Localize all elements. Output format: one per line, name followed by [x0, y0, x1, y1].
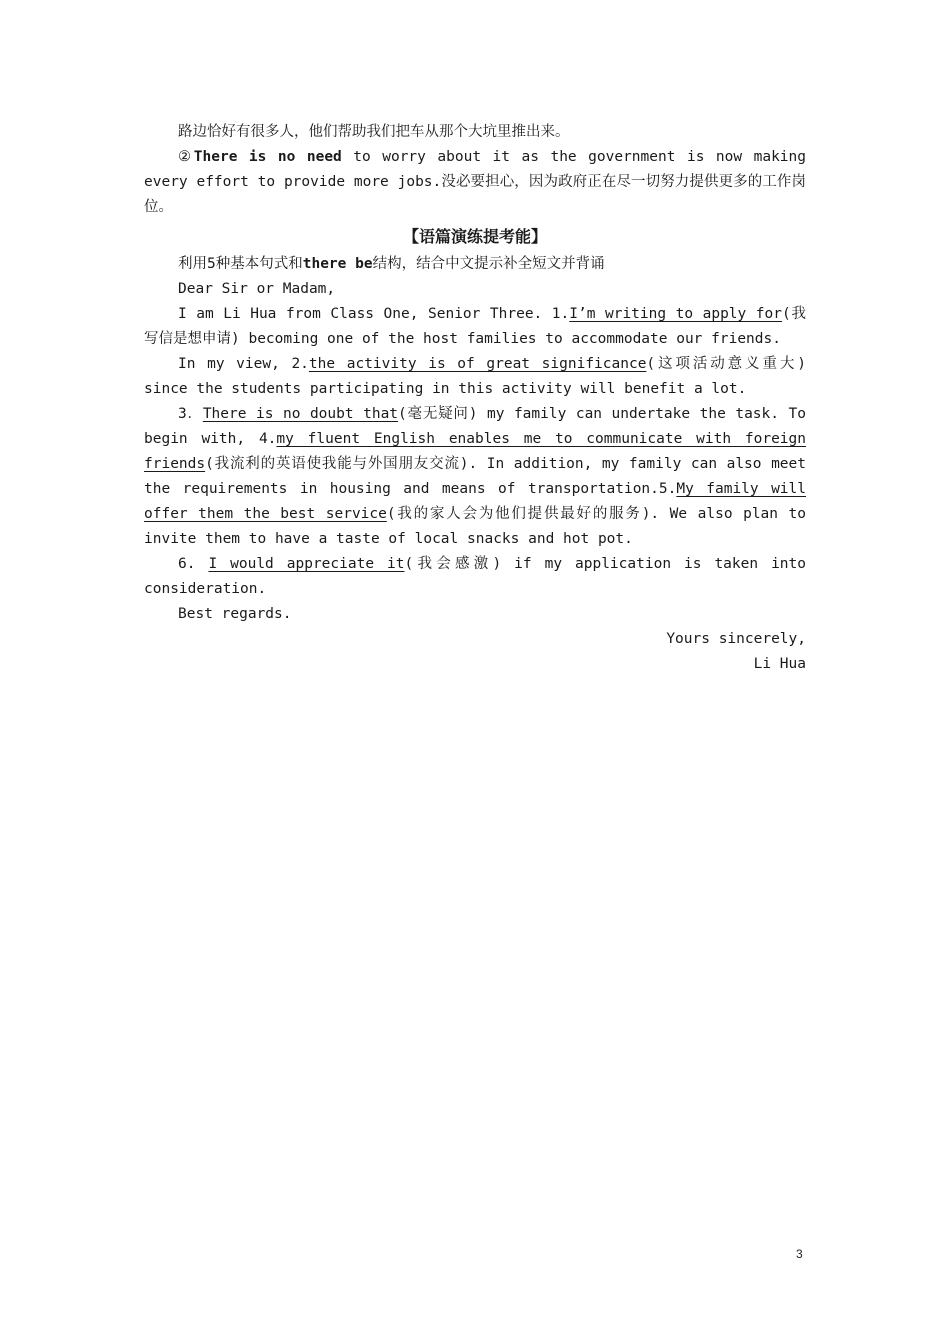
answer-6: I would appreciate it — [208, 556, 405, 572]
answer-1: I’m writing to apply for — [569, 306, 782, 322]
paragraph-text: (毫无疑问) my family can undertake the task. To begin with, 4. — [144, 406, 806, 447]
paragraph-text: I am Li Hua from Class One, Senior Three. 1. — [178, 306, 570, 322]
exercise-instruction — [144, 252, 806, 277]
page-content — [144, 120, 806, 677]
item-number: 6. — [178, 556, 209, 572]
letter-paragraph-1 — [144, 302, 806, 352]
translation-text: 路边恰好有很多人，他们帮助我们把车从那个大坑里推出来。 — [178, 124, 570, 140]
paragraph-text: In my view, 2. — [178, 356, 309, 372]
answer-2: the activity is of great significance — [308, 356, 647, 372]
paragraph-text: (我会感激) if my application is taken into consideration. — [144, 556, 806, 597]
letter-closing: Best regards. — [178, 606, 292, 622]
letter-paragraph-2 — [144, 352, 806, 402]
letter-paragraph-3 — [144, 402, 806, 552]
paragraph-text: (我写信是想申请) becoming one of the host families to accommodate our friends. — [144, 306, 807, 347]
paragraph-text: (我流利的英语使我能与外国朋友交流). In addition, my family can also meet the requirements in housing and means of transportation.5. — [144, 456, 806, 497]
example-sentence-2 — [144, 145, 806, 220]
page-number: 3 — [796, 1247, 803, 1261]
letter-signature-name: Li Hua — [753, 656, 806, 672]
instruction-text-end: 结构，结合中文提示补全短文并背诵 — [372, 256, 605, 272]
letter-signoff: Yours sincerely, — [666, 631, 806, 647]
letter-salutation: Dear Sir or Madam, — [178, 281, 336, 297]
item-number: 3． — [178, 406, 203, 422]
answer-5: My family will offer them the best service — [144, 481, 806, 522]
instruction-keyword: there be — [302, 256, 373, 272]
answer-3: There is no doubt that — [202, 406, 399, 422]
section-heading: 【语篇演练提考能】 — [402, 227, 547, 246]
paragraph-text: (这项活动意义重大) since the students participating in this activity will benefit a lot. — [144, 356, 806, 397]
example-number: ② — [178, 149, 194, 165]
letter-paragraph-4 — [144, 552, 806, 602]
answer-4: my fluent English enables me to communicate with foreign friends — [144, 431, 806, 472]
key-phrase: There is no need — [193, 149, 342, 165]
paragraph-text: (我的家人会为他们提供最好的服务). We also plan to invite them to have a taste of local snacks and hot pot. — [144, 506, 806, 547]
example-text: to worry about it as the government is now making every effort to provide more jobs.没必要担心，因为政府正在尽一切努力提供更多的工作岗位。 — [144, 149, 806, 215]
instruction-text: 利用5种基本句式和 — [178, 256, 303, 272]
example-translation-1 — [144, 120, 806, 145]
